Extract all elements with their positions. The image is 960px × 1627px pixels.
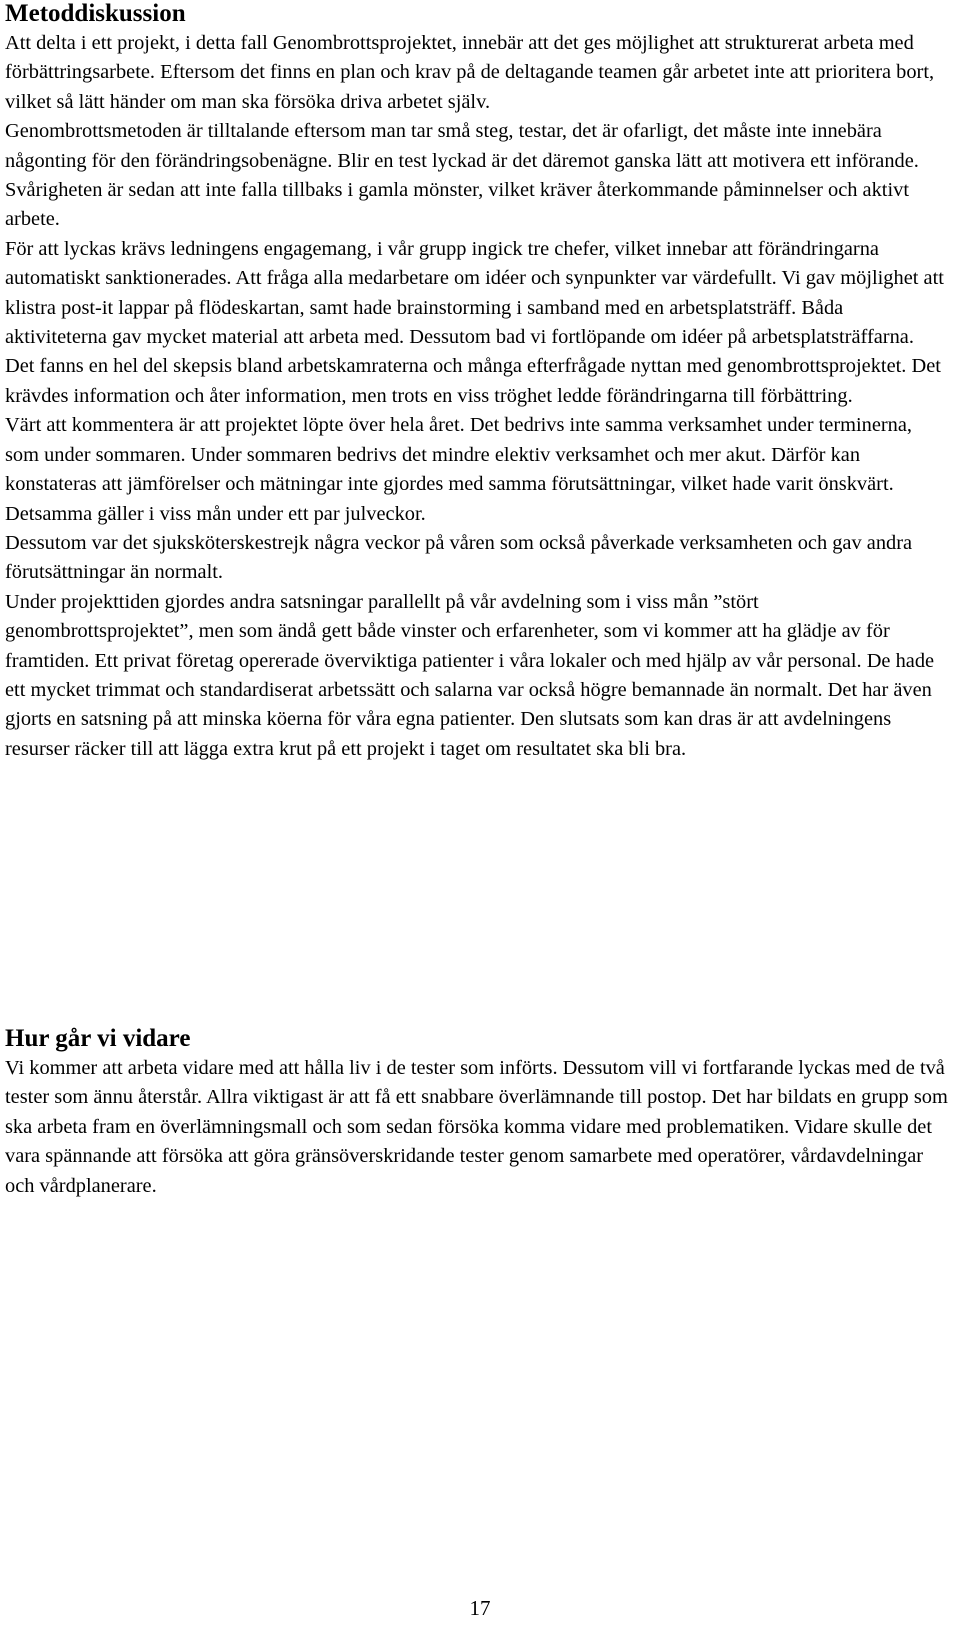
section-hur-gar-vi-vidare [5,1024,950,1201]
paragraph: Det fanns en hel del skepsis bland arbetskamraterna och många efterfrågade nyttan med genombrottsprojektet. Det krävdes information och åter information, men trots en viss tröghet ledde förändringarna till förbättring. [5,355,941,407]
paragraph: För att lyckas krävs ledningens engagemang, i vår grupp ingick tre chefer, vilket innebar att förändringarna automatiskt sanktionerades. Att fråga alla medarbetare om idéer och synpunkter var värdefullt. Vi gav möjlighet att klistra post-it lappar på flödeskartan, samt hade brainstorming i samband med en arbetsplatsträff. Båda aktiviteterna gav mycket material att arbeta med. Dessutom bad vi fortlöpande om idéer på arbetsplatsträffarna. [5,237,944,349]
paragraph: Vi kommer att arbeta vidare med att hålla liv i de tester som införts. Dessutom vill vi fortfarande lyckas med de två tester som ännu återstår. Allra viktigast är att få ett snabbare överlämnande till postop. Det har bildats en grupp som ska arbeta fram en överlämningsmall och som sedan försöka komma vidare med problematiken. Vidare skulle det vara spännande att försöka att göra gränsöverskridande tester genom samarbete med operatörer, vårdavdelningar och vårdplanerare. [5,1057,948,1197]
paragraph: Värt att kommentera är att projektet löpte över hela året. Det bedrivs inte samma verksamhet under terminerna, som under sommaren. Under sommaren bedrivs det mindre elektiv verksamhet och mer akut. Därför kan konstateras att jämförelser och mätningar inte gjordes med samma förutsättningar, vilket hade varit önskvärt. Detsamma gäller i viss mån under ett par julveckor. [5,414,913,525]
paragraph: Dessutom var det sjuksköterskestrejk några veckor på våren som också påverkade verksamheten och gav andra förutsättningar än normalt. [5,531,913,584]
section-heading: Hur går vi vidare [5,1025,191,1052]
paragraph: Under projekttiden gjordes andra satsningar parallellt på vår avdelning som i viss mån ”stört genombrottsprojektet”, men som ändå gett både vinster och erfarenheter, som vi kommer att ha glädje av för framtiden. Ett privat företag opererade överviktiga patienter i våra lokaler och med hjälp av vår personal. De hade ett mycket trimmat och standardiserat arbetssätt och salarna var också högre bemannade än normalt. Det har även gjorts en satsning på att minska köerna för våra egna patienter. Den slutsats som kan dras är att avdelningens resurser räcker till att lägga extra krut på ett projekt i taget om resultatet ska bli bra. [5,590,935,760]
page-number: 17 [469,1596,491,1620]
section-metoddiskussion [5,0,950,764]
paragraph: Genombrottsmetoden är tilltalande eftersom man tar små steg, testar, det är ofarligt, det måste inte innebära någonting för den förändringsobenägne. Blir en test lyckad är det däremot ganska lätt att motivera ett införande. Svårigheten är sedan att inte falla tillbaks i gamla mönster, vilket kräver återkommande påminnelser och aktivt arbete. [5,120,919,231]
paragraph: Att delta i ett projekt, i detta fall Genombrottsprojektet, innebär att det ges möjlighet att strukturerat arbeta med förbättringsarbete. Eftersom det finns en plan och krav på de deltagande teamen går arbetet inte att prioritera bort, vilket så lätt händer om man ska försöka driva arbetet själv. [5,32,935,113]
section-heading: Metoddiskussion [5,0,186,27]
